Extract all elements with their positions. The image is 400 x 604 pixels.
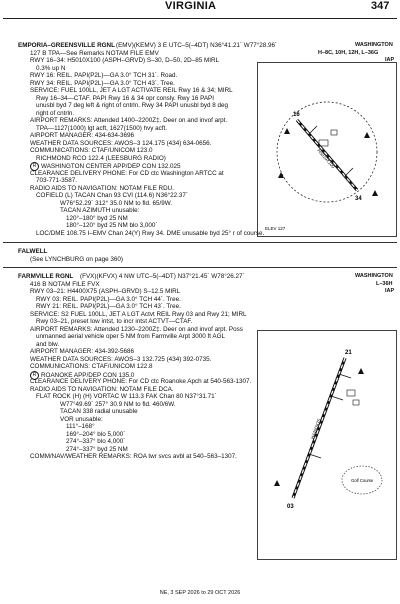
tacan-line: COFIELD (L) TACAN Chan 93 CVI (114.6) N36°22.37´ [36, 192, 188, 199]
vor-unusable: VOR unusable: [60, 415, 103, 423]
runway-slope: 0.3% up N [36, 64, 66, 72]
center-line: R WASHINGTON CENTER APP/DEP CON 132.025 [30, 162, 181, 171]
farmville-manager: AIRPORT MANAGER: 434-392-5686 [30, 348, 135, 355]
farmville-chart-refs: L–36H [376, 280, 393, 287]
tacan-restriction-2: 180°–120° byd 25 NM blo 3,000´ [66, 222, 158, 229]
diagram2-golf: Golf Course [351, 478, 374, 483]
chart-refs: H–8C, 10H, 12H, L–36G [318, 49, 379, 56]
airport-diagram-emporia [257, 62, 397, 237]
rwy34-line: RWY 34: REIL. PAPI(P2L)—GA 3.0° TCH 43´. Tree. [30, 79, 175, 87]
diagram2-rwy-21: 21 [345, 350, 352, 356]
farmville-iap: IAP [385, 288, 395, 294]
iap-label: IAP [385, 57, 395, 63]
tacan-restriction-1: 120°–180° byd 25 NM [66, 214, 128, 222]
farmville-name: FARMVILLE RGNL [18, 273, 74, 280]
vortac-line: FLAT ROCK (H) (H) VORTAC W 113.3 FAK Chan 80 N37°31.71´ [36, 393, 217, 400]
weather-line: WEATHER DATA SOURCES: AWOS–3 124.175 (434) 634-0656. [30, 139, 212, 147]
navaid-line: RADIO AIDS TO NAVIGATION: NOTAM FILE RDU. [30, 184, 174, 192]
farmville-app: R ROANOKE APP/DEP CON 135.0 [30, 371, 134, 380]
diagram-rwy-dim: H5010X100 [316, 148, 336, 170]
page-number: 347 [371, 0, 390, 12]
farmville-id-line: (FVX)(KFVX) 4 NW UTC–5(–4DT) N37°21.45´ W78°26.27´ [80, 273, 245, 280]
state-heading: VIRGINIA [165, 0, 217, 12]
loc-dme-line: LOC/DME 108.75 I–EMV Chan 24(Y) Rwy 34. DME unusable byd 25° r of course. [36, 229, 265, 237]
service-line: SERVICE: FUEL 100LL, JET A LGT ACTIVATE REIL Rwy 16 & 34; MIRL [30, 87, 233, 94]
elev-line: 127 B TPA—See Remarks NOTAM FILE EMV [30, 49, 159, 57]
rco-line: RICHMOND RCO 122.4 (LEESBURG RADIO) [36, 154, 166, 162]
tacan-radial: TACAN 338 radial unusable [60, 408, 138, 415]
farmville-remarks: AIRPORT REMARKS: Attended 1230–2200Z‡. Deer on and invof arpt. Poss [30, 325, 243, 333]
comm-nav-remarks: COMM/NAV/WEATHER REMARKS: ROA twr svcs avbl at 540–563–1307. [30, 453, 237, 460]
diagram-rwy-16: 16 [293, 112, 300, 118]
farmville-runway: RWY 03–21: H4400X75 (ASPH–GRVD) S–12.5 MIRL [30, 288, 181, 295]
vor-restriction-4: 274°–337° byd 25 NM [66, 445, 128, 453]
falwell-name: FALWELL [18, 248, 48, 255]
tacan-line-2: W76°52.29´ 312° 35.0 NM to fld. 65/9W. [60, 199, 173, 207]
manager-line: AIRPORT MANAGER: 434-634-3696 [30, 132, 135, 139]
region-label: WASHINGTON [355, 42, 393, 48]
farmville-navaid: RADIO AIDS TO NAVIGATION: NOTAM FILE DCA. [30, 385, 174, 393]
clearance-line-2: 703-771-3587. [36, 177, 77, 184]
diagram-elev: ELEV 127 [265, 226, 286, 231]
diagram2-rwy-dim: H4400X75 [309, 418, 322, 440]
section-divider-2 [3, 267, 397, 268]
vor-restriction-3: 274°–337° blo 4,000´ [66, 438, 126, 445]
header-rule [3, 18, 397, 19]
vortac-line-2: W77°49.69´ 257° 30.9 NM to fld. 460/6W. [60, 400, 176, 408]
farmville-service: SERVICE: S2 FUEL 100LL, JET A LGT Actvt REIL Rwy 03 and Rwy 21; MIRL [30, 310, 247, 318]
remarks-line: AIRPORT REMARKS: Attended 1400–2200Z‡. Deer on and invof arpt. [30, 117, 228, 124]
farmville-comm: COMMUNICATIONS: CTAF/UNICOM 122.8 [30, 363, 153, 370]
farmville-remarks-2: unmanned aerial vehicle oper 5 NM from Farmville Arpt 3000 ft AGL [36, 333, 225, 340]
diagram2-rwy-03: 03 [287, 504, 294, 510]
falwell-ref: (See LYNCHBURG on page 360) [30, 256, 123, 263]
airport-diagram-farmville [257, 330, 397, 560]
farmville-elev: 416 B NOTAM FILE FVX [30, 280, 100, 288]
vor-restriction-1: 111°–168° [66, 423, 95, 430]
service-line-2: Rwy 16–34—CTAF. PAPI Rwy 16 & 34 opr consly. Rwy 16 PAPI [36, 94, 215, 102]
service-line-4: right of cntrln. [36, 109, 75, 117]
farmville-rwy21: RWY 21: REIL. PAPI(P2L)—GA 3.0° TCH 43´. Tree. [36, 303, 181, 310]
comm-line: COMMUNICATIONS: CTAF/UNICOM 123.0 [30, 147, 153, 154]
service-line-3: unusbl byd 7 deg left & right of cntrln. Rwy 34 PAPI unusbl byd 8 deg [36, 102, 229, 109]
airport-name: EMPORIA–GREENSVILLE RGNL [18, 42, 115, 49]
radar-icon: R [30, 371, 39, 380]
farmville-remarks-3: and blw. [36, 340, 60, 348]
tacan-azimuth: TACAN AZIMUTH unusable: [60, 207, 140, 214]
runway-line: RWY 16–34: H5010X100 (ASPH–GRVD) S–30, D–50, 2D–85 MIRL [30, 57, 220, 64]
farmville-weather: WEATHER DATA SOURCES: AWOS–3 132.725 (434) 392-0735. [30, 355, 212, 363]
vor-restriction-2: 169°–204° blo 5,000´ [66, 430, 126, 438]
farmville-service-2: Rwy 03–21, preset low intst, to incr intst ACTVT—CTAF. [36, 318, 193, 325]
farmville-rwy03: RWY 03: REIL. PAPI(P2L)—GA 3.0° TCH 44´. Tree. [36, 295, 181, 303]
clearance-line: CLEARANCE DELIVERY PHONE: For CD ctc Washington ARTCC at [30, 169, 224, 177]
farmville-clearance: CLEARANCE DELIVERY PHONE: For CD ctc Roanoke Apch at 540-563-1307. [30, 378, 252, 385]
section-divider [3, 242, 397, 243]
rwy16-line: RWY 16: REIL. PAPI(P2L)—GA 3.0° TCH 31´. Road. [30, 72, 178, 79]
airport-id-line: (EMV)(KEMV) 3 E UTC–5(–4DT) N36°41.21´ W77°28.96´ [116, 42, 278, 49]
remarks-line-2: TPA—1127(1000) lgt acft, 1627(1500) hvy acft. [36, 124, 168, 132]
diagram-rwy-34: 34 [355, 196, 362, 202]
radar-icon: R [30, 162, 39, 171]
validity-footer: NE, 3 SEP 2026 to 29 OCT 2026 [159, 590, 241, 596]
farmville-region: WASHINGTON [355, 273, 393, 279]
